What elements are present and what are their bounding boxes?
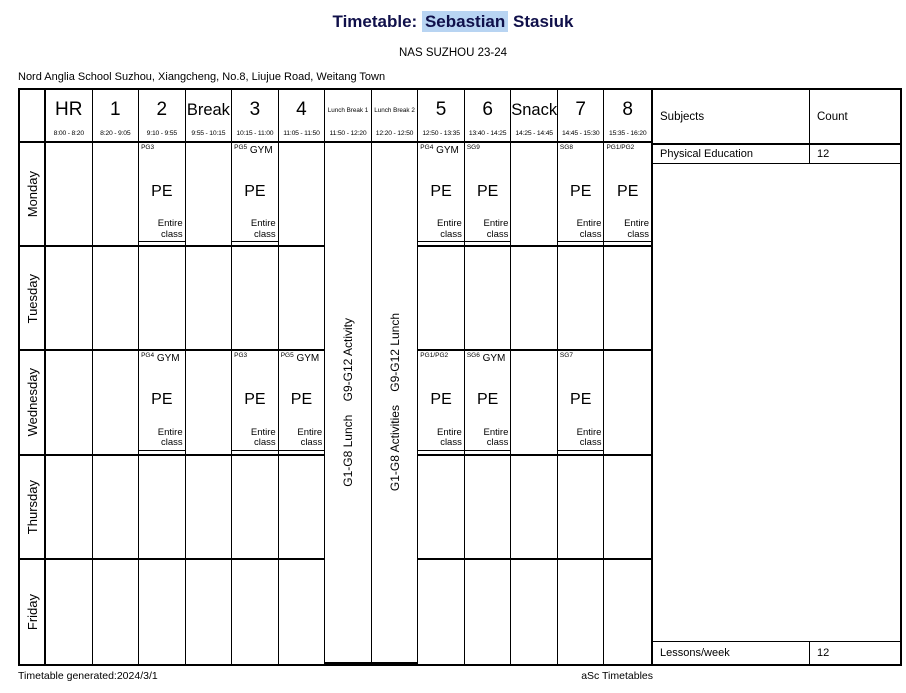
lesson-gym-tag: GYM: [482, 353, 506, 365]
subjects-panel-header: [653, 90, 900, 145]
lesson-subject: PE: [290, 391, 313, 409]
cell-tuesday-period-5: [418, 247, 465, 351]
day-name: Monday: [24, 170, 40, 218]
cell-thursday-period-4: [279, 456, 326, 560]
lesson-group: Entire class: [297, 426, 323, 449]
period-time: 8:00 - 8:20: [53, 130, 84, 137]
period-time: 9:10 - 9:55: [146, 130, 177, 137]
column-header-LB1: [325, 90, 372, 143]
asc-timetables-credit: aSc Timetables: [581, 670, 653, 682]
cell-wednesday-period-1: [93, 351, 140, 455]
lesson-room: PG4: [420, 144, 434, 151]
cell-wednesday-period-5: [418, 351, 465, 455]
lessons-week-label: Lessons/week: [653, 642, 810, 664]
lesson-group: Entire class: [250, 218, 276, 240]
subjects-panel-spacer: [653, 164, 900, 641]
cell-monday-period-8: [604, 143, 651, 247]
lesson-room: PG4: [141, 352, 155, 360]
page-title: [0, 12, 906, 32]
cell-thursday-period-2: [139, 456, 186, 560]
cell-tuesday-period-7: [558, 247, 605, 351]
period-label: Lunch Break 1: [327, 106, 369, 114]
period-time: 14:25 - 14:45: [515, 130, 553, 137]
cell-tuesday-period-1: [93, 247, 140, 351]
cell-friday-period-3: [232, 560, 279, 664]
lessons-week-row: [653, 641, 900, 664]
cell-friday-period-5: [418, 560, 465, 664]
cell-thursday-period-3: [232, 456, 279, 560]
period-label: HR: [55, 99, 83, 120]
period-label: 7: [575, 99, 586, 120]
lesson-room: PG3: [234, 352, 248, 360]
lesson-subject: PE: [151, 183, 173, 201]
period-time: 9:55 - 10:15: [191, 130, 226, 137]
period-label: 1: [110, 99, 121, 120]
period-time: 11:05 - 11:50: [283, 130, 320, 137]
day-name: Wednesday: [24, 368, 40, 437]
day-label-wednesday: [20, 351, 46, 455]
cell-monday-period-Break: [186, 143, 233, 247]
lesson-card: [465, 143, 511, 242]
cell-tuesday-period-8: [604, 247, 651, 351]
column-header-Break: [186, 90, 233, 143]
cell-monday-period-4: [279, 143, 326, 247]
day-label-tuesday: [20, 247, 46, 351]
column-header-1: [93, 90, 140, 143]
period-time: 12:20 - 12:50: [375, 130, 414, 137]
cell-monday-period-1: [93, 143, 140, 247]
cell-thursday-period-Break: [186, 456, 233, 560]
cell-tuesday-period-3: [232, 247, 279, 351]
lesson-subject: PE: [570, 183, 592, 201]
cell-wednesday-period-6: [465, 351, 512, 455]
cell-tuesday-period-2: [139, 247, 186, 351]
lesson-room: SG6: [466, 352, 480, 360]
cell-friday-period-HR: [46, 560, 93, 664]
lesson-room: SG7: [559, 352, 573, 360]
lesson-room: PG5: [234, 144, 248, 151]
cell-wednesday-period-2: [139, 351, 186, 455]
lesson-card: [139, 143, 185, 242]
lesson-room: SG9: [466, 144, 480, 151]
generated-date-text: Timetable generated:2024/3/1: [18, 670, 158, 682]
cell-tuesday-period-6: [465, 247, 512, 351]
column-header-5: [418, 90, 465, 143]
lesson-subject: PE: [570, 391, 592, 409]
cell-monday-period-5: [418, 143, 465, 247]
lesson-card: [465, 351, 511, 450]
cell-tuesday-period-HR: [46, 247, 93, 351]
cell-tuesday-period-Break: [186, 247, 233, 351]
lesson-subject: PE: [430, 391, 452, 409]
lesson-group: Entire class: [624, 218, 649, 240]
cell-monday-period-3: [232, 143, 279, 247]
column-header-LB2: [372, 90, 419, 143]
cell-wednesday-period-8: [604, 351, 651, 455]
cell-wednesday-period-4: [279, 351, 326, 455]
lesson-subject: PE: [430, 183, 452, 201]
cell-thursday-period-5: [418, 456, 465, 560]
lesson-subject: PE: [244, 391, 266, 409]
column-header-4: [279, 90, 326, 143]
lesson-card: [418, 143, 464, 242]
timetable-grid: [18, 88, 653, 666]
lesson-room: SG8: [559, 144, 573, 151]
lesson-card: [604, 143, 651, 242]
lesson-room: PG5: [280, 352, 294, 360]
period-label: Break: [186, 100, 230, 119]
lesson-room: PG1/PG2: [420, 352, 449, 360]
column-header-Snack: [511, 90, 558, 143]
lesson-card: [232, 143, 278, 242]
title-suffix: Stasiuk: [513, 12, 574, 31]
cell-friday-period-Break: [186, 560, 233, 664]
lesson-group: Entire class: [483, 218, 509, 240]
period-label: 4: [296, 99, 307, 120]
lesson-room: PG3: [141, 144, 155, 151]
title-highlight: Sebastian: [422, 11, 508, 32]
period-time: 11:50 - 12:20: [329, 130, 367, 137]
period-time: 14:45 - 15:30: [561, 130, 600, 137]
cell-tuesday-period-Snack: [511, 247, 558, 351]
cell-tuesday-period-4: [279, 247, 326, 351]
cell-friday-period-1: [93, 560, 140, 664]
cell-wednesday-period-7: [558, 351, 605, 455]
lunch-column-text: G1-G8 Lunch G9-G12 Activity: [340, 318, 355, 487]
title-prefix: Timetable:: [332, 12, 418, 31]
period-time: 12:50 - 13:35: [422, 130, 460, 137]
cell-monday-period-HR: [46, 143, 93, 247]
lunch-column-text: G1-G8 Activities G9-G12 Lunch: [387, 313, 402, 492]
day-name: Tuesday: [24, 273, 40, 323]
period-label: 6: [482, 99, 493, 120]
cell-friday-period-8: [604, 560, 651, 664]
day-label-friday: [20, 560, 46, 664]
cell-monday-period-Snack: [511, 143, 558, 247]
day-label-monday: [20, 143, 46, 247]
cell-thursday-period-1: [93, 456, 140, 560]
lesson-gym-tag: GYM: [436, 145, 459, 156]
period-label: 5: [435, 99, 447, 120]
lessons-week-count: 12: [817, 647, 830, 659]
subjects-header: Subjects: [653, 90, 810, 143]
subject-count: 12: [817, 148, 830, 160]
day-name: Thursday: [24, 479, 40, 534]
cell-friday-period-4: [279, 560, 326, 664]
lesson-card: [279, 351, 325, 450]
day-name: Friday: [24, 593, 40, 630]
cell-thursday-period-Snack: [511, 456, 558, 560]
lesson-subject: PE: [617, 183, 639, 201]
lesson-group: Entire class: [576, 218, 602, 240]
lesson-card: [232, 351, 278, 450]
corner-cell: [20, 90, 46, 143]
lesson-subject: PE: [476, 183, 499, 201]
cell-thursday-period-HR: [46, 456, 93, 560]
cell-monday-period-2: [139, 143, 186, 247]
lesson-card: [139, 351, 185, 450]
cell-thursday-period-7: [558, 456, 605, 560]
subjects-panel: [653, 88, 902, 666]
lesson-card: [558, 143, 604, 242]
period-time: 8:20 - 9:05: [100, 130, 131, 137]
count-header: Count: [817, 110, 848, 123]
cell-wednesday-period-Snack: [511, 351, 558, 455]
period-label: 8: [622, 99, 633, 120]
subjects-list: [653, 145, 900, 164]
cell-thursday-period-6: [465, 456, 512, 560]
cell-monday-period-6: [465, 143, 512, 247]
cell-thursday-period-8: [604, 456, 651, 560]
lunch-column-LB2: [372, 143, 419, 664]
cell-friday-period-2: [139, 560, 186, 664]
cell-wednesday-period-3: [232, 351, 279, 455]
column-header-8: [604, 90, 651, 143]
day-label-thursday: [20, 456, 46, 560]
subject-name: Physical Education: [653, 145, 810, 163]
lesson-group: Entire class: [437, 426, 462, 449]
period-time: 13:40 - 14:25: [468, 130, 507, 137]
lesson-gym-tag: GYM: [249, 145, 273, 156]
cell-wednesday-period-Break: [186, 351, 233, 455]
cell-friday-period-6: [465, 560, 512, 664]
lesson-card: [418, 351, 464, 450]
lesson-subject: PE: [244, 183, 266, 201]
school-address: Nord Anglia School Suzhou, Xiangcheng, No.8, Liujue Road, Weitang Town: [18, 71, 386, 83]
period-time: 10:15 - 11:00: [236, 130, 274, 137]
lesson-gym-tag: GYM: [156, 353, 180, 365]
lesson-group: Entire class: [483, 426, 509, 449]
cell-friday-period-Snack: [511, 560, 558, 664]
period-label: Snack: [511, 100, 558, 119]
column-header-HR: [46, 90, 93, 143]
lesson-group: Entire class: [437, 218, 462, 240]
column-header-6: [465, 90, 512, 143]
period-label: 3: [249, 99, 261, 120]
lesson-card: [558, 351, 604, 450]
lesson-group: Entire class: [250, 426, 276, 449]
lesson-gym-tag: GYM: [296, 353, 320, 365]
cell-friday-period-7: [558, 560, 605, 664]
subject-row: [653, 145, 900, 164]
lunch-column-LB1: [325, 143, 372, 664]
period-label: Lunch Break 2: [374, 106, 415, 114]
lesson-room: PG1/PG2: [606, 144, 635, 151]
column-header-7: [558, 90, 605, 143]
period-label: 2: [156, 99, 168, 120]
column-header-2: [139, 90, 186, 143]
period-time: 15:35 - 16:20: [608, 130, 647, 137]
column-header-3: [232, 90, 279, 143]
lesson-group: Entire class: [157, 218, 183, 240]
cell-monday-period-7: [558, 143, 605, 247]
cell-wednesday-period-HR: [46, 351, 93, 455]
lesson-subject: PE: [476, 391, 499, 409]
school-year-subtitle: NAS SUZHOU 23-24: [398, 47, 507, 59]
lesson-group: Entire class: [576, 426, 602, 449]
lesson-subject: PE: [151, 391, 173, 409]
lesson-group: Entire class: [157, 426, 183, 449]
